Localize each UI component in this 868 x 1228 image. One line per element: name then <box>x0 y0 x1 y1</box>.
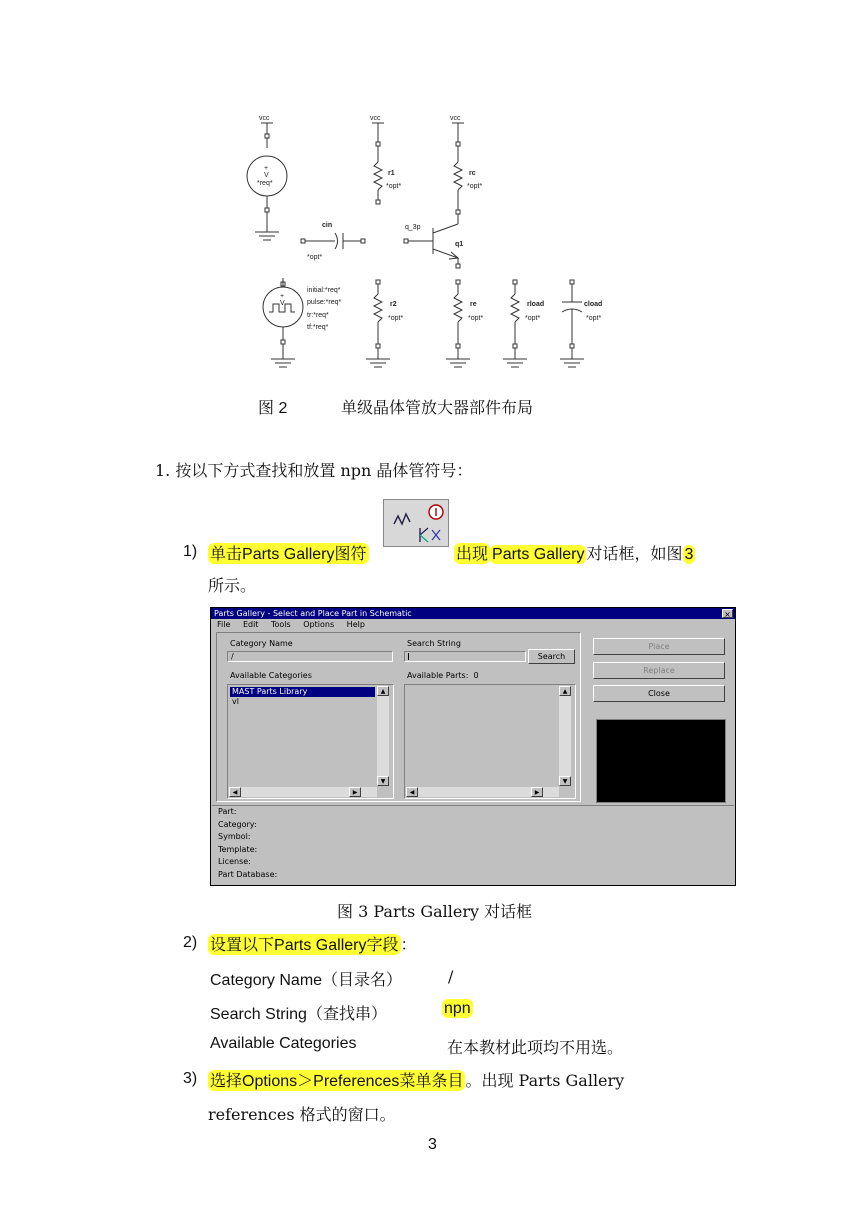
step3-menu-item: 菜单条目 <box>399 1071 464 1090</box>
info-part-database: Part Database: <box>218 869 278 879</box>
step2-text <box>208 932 417 955</box>
tf-label: tf:*req* <box>307 324 329 331</box>
rc-value: *opt* <box>467 183 483 190</box>
list-item[interactable]: vl <box>232 697 239 706</box>
categories-hscroll[interactable] <box>229 787 377 797</box>
step1-figure-number: 3 <box>684 546 694 563</box>
step1-dialog-text: 对话框，如图 <box>586 544 683 563</box>
step1-text-right <box>454 541 695 564</box>
scroll-down-icon[interactable]: ▼ <box>559 776 571 786</box>
available-parts-text: Available Parts: <box>407 671 469 680</box>
part-info-panel <box>212 805 734 885</box>
menu-bar <box>211 619 735 631</box>
step1-parts-gallery-2: Parts Gallery <box>492 546 585 563</box>
menu-edit[interactable]: Edit <box>242 620 259 629</box>
rc-label: rc <box>469 170 476 177</box>
r1-value: *opt* <box>386 183 402 190</box>
initial-label: initial:*req* <box>307 287 341 294</box>
step3-text <box>208 1068 624 1091</box>
available-parts-count: 0 <box>473 671 479 680</box>
page-number: 3 <box>428 1136 437 1153</box>
menu-tools[interactable]: Tools <box>270 620 291 629</box>
source2-plus: + <box>280 293 285 300</box>
symbol-preview <box>596 719 726 803</box>
step3-result: 。出现 Parts Gallery <box>465 1071 625 1090</box>
info-template: Template: <box>218 844 258 854</box>
parts-vscroll[interactable] <box>559 686 571 786</box>
menu-options[interactable]: Options <box>303 620 335 629</box>
info-category: Category: <box>218 819 257 829</box>
cload-value: *opt* <box>586 315 602 322</box>
step1-icon-word: 图符 <box>334 544 367 563</box>
field-row-value: 在本教材此项均不用选。 <box>447 1038 624 1057</box>
menu-help[interactable]: Help <box>346 620 365 629</box>
scroll-left-icon[interactable]: ◀ <box>406 787 418 797</box>
tr-label: tr:*req* <box>307 312 329 319</box>
source-plus: + <box>264 165 269 172</box>
dialog-title: Parts Gallery - Select and Place Part in Schematic <box>214 609 412 618</box>
info-symbol: Symbol: <box>218 832 251 842</box>
field-row-name: Category Name（目录名） <box>210 972 403 989</box>
r2-value: *opt* <box>388 315 404 322</box>
field-row-name: Search String（查找串） <box>210 1006 387 1023</box>
scroll-up-icon[interactable]: ▲ <box>377 686 389 696</box>
step1-parts-gallery: Parts Gallery <box>242 546 335 563</box>
search-string-label: Search String <box>407 639 461 648</box>
category-name-input[interactable] <box>227 651 393 662</box>
scroll-down-icon[interactable]: ▼ <box>377 776 389 786</box>
cload-label: cload <box>584 301 603 308</box>
step3-line2: references 格式的窗口。 <box>208 1105 396 1124</box>
step3-number: 3) <box>183 1070 198 1087</box>
schematic-figure <box>235 112 625 377</box>
search-string-input[interactable] <box>404 651 526 662</box>
step1-text-left <box>208 541 369 564</box>
place-button[interactable]: Place <box>593 638 725 655</box>
re-label: re <box>470 301 477 308</box>
rload-value: *opt* <box>525 315 541 322</box>
scroll-left-icon[interactable]: ◀ <box>229 787 241 797</box>
step2-number: 2) <box>183 934 198 951</box>
categories-vscroll[interactable] <box>377 686 389 786</box>
scroll-right-icon[interactable]: ▶ <box>531 787 543 797</box>
scroll-right-icon[interactable]: ▶ <box>349 787 361 797</box>
step2-fields: 字段 <box>366 935 399 954</box>
close-button[interactable]: Close <box>593 685 725 702</box>
source-value: *req* <box>257 180 273 187</box>
available-parts-label <box>407 671 479 680</box>
step3-menu-path: Options＞Preferences <box>242 1073 400 1090</box>
section1-text: 1. 按以下方式查找和放置 npn 晶体管符号： <box>155 461 473 480</box>
source2-v: V <box>280 300 285 307</box>
rload-label: rload <box>527 301 545 308</box>
step2-parts-gallery: Parts Gallery <box>274 937 367 954</box>
step1-number: 1) <box>183 543 198 560</box>
step1-line2: 所示。 <box>208 576 257 595</box>
search-button[interactable]: Search <box>528 649 575 664</box>
q1-label: q1 <box>455 241 464 248</box>
source-v: V <box>264 172 269 179</box>
npn-value: npn <box>444 1000 471 1017</box>
text-cursor <box>408 653 409 660</box>
info-license: License: <box>218 857 251 867</box>
step2-set: 设置以下 <box>210 935 275 954</box>
parts-list[interactable] <box>404 684 576 799</box>
cin-label: cin <box>322 222 333 229</box>
available-categories-label: Available Categories <box>230 671 312 680</box>
list-item[interactable]: MAST Parts Library <box>230 687 375 697</box>
parts-hscroll[interactable] <box>406 787 559 797</box>
r1-label: r1 <box>388 170 395 177</box>
parts-gallery-icon[interactable] <box>383 499 449 547</box>
category-name-label: Category Name <box>230 639 293 648</box>
info-part: Part: <box>218 807 237 816</box>
field-row-value: / <box>448 967 454 986</box>
scroll-up-icon[interactable]: ▲ <box>559 686 571 696</box>
transistor-name: q_3p <box>405 224 421 231</box>
cin-value: *opt* <box>307 254 323 261</box>
vcc-label: vcc <box>450 115 461 122</box>
pulse-label: pulse:*req* <box>307 299 342 306</box>
step1-appear: 出现 <box>456 544 489 563</box>
replace-button[interactable]: Replace <box>593 662 725 679</box>
step1-action: 单击 <box>210 544 243 563</box>
field-row-value <box>442 1000 473 1018</box>
categories-list[interactable] <box>227 684 394 799</box>
step2-colon: ： <box>400 935 417 954</box>
figure2-label: 图 2 <box>258 400 288 417</box>
figure3-caption: 图 3 Parts Gallery 对话框 <box>337 902 533 921</box>
vcc-label: vcc <box>259 115 270 122</box>
step3-select: 选择 <box>210 1071 243 1090</box>
dialog-title-bar <box>211 608 735 619</box>
menu-file[interactable]: File <box>217 620 231 629</box>
field-row-name: Available Categories <box>210 1035 357 1052</box>
vcc-label: vcc <box>370 115 381 122</box>
figure2-caption: 单级晶体管放大器部件布局 <box>341 398 534 417</box>
close-icon[interactable]: × <box>722 609 733 618</box>
re-value: *opt* <box>468 315 484 322</box>
category-name-value: / <box>231 652 234 661</box>
r2-label: r2 <box>390 301 397 308</box>
parts-gallery-dialog <box>210 607 736 886</box>
